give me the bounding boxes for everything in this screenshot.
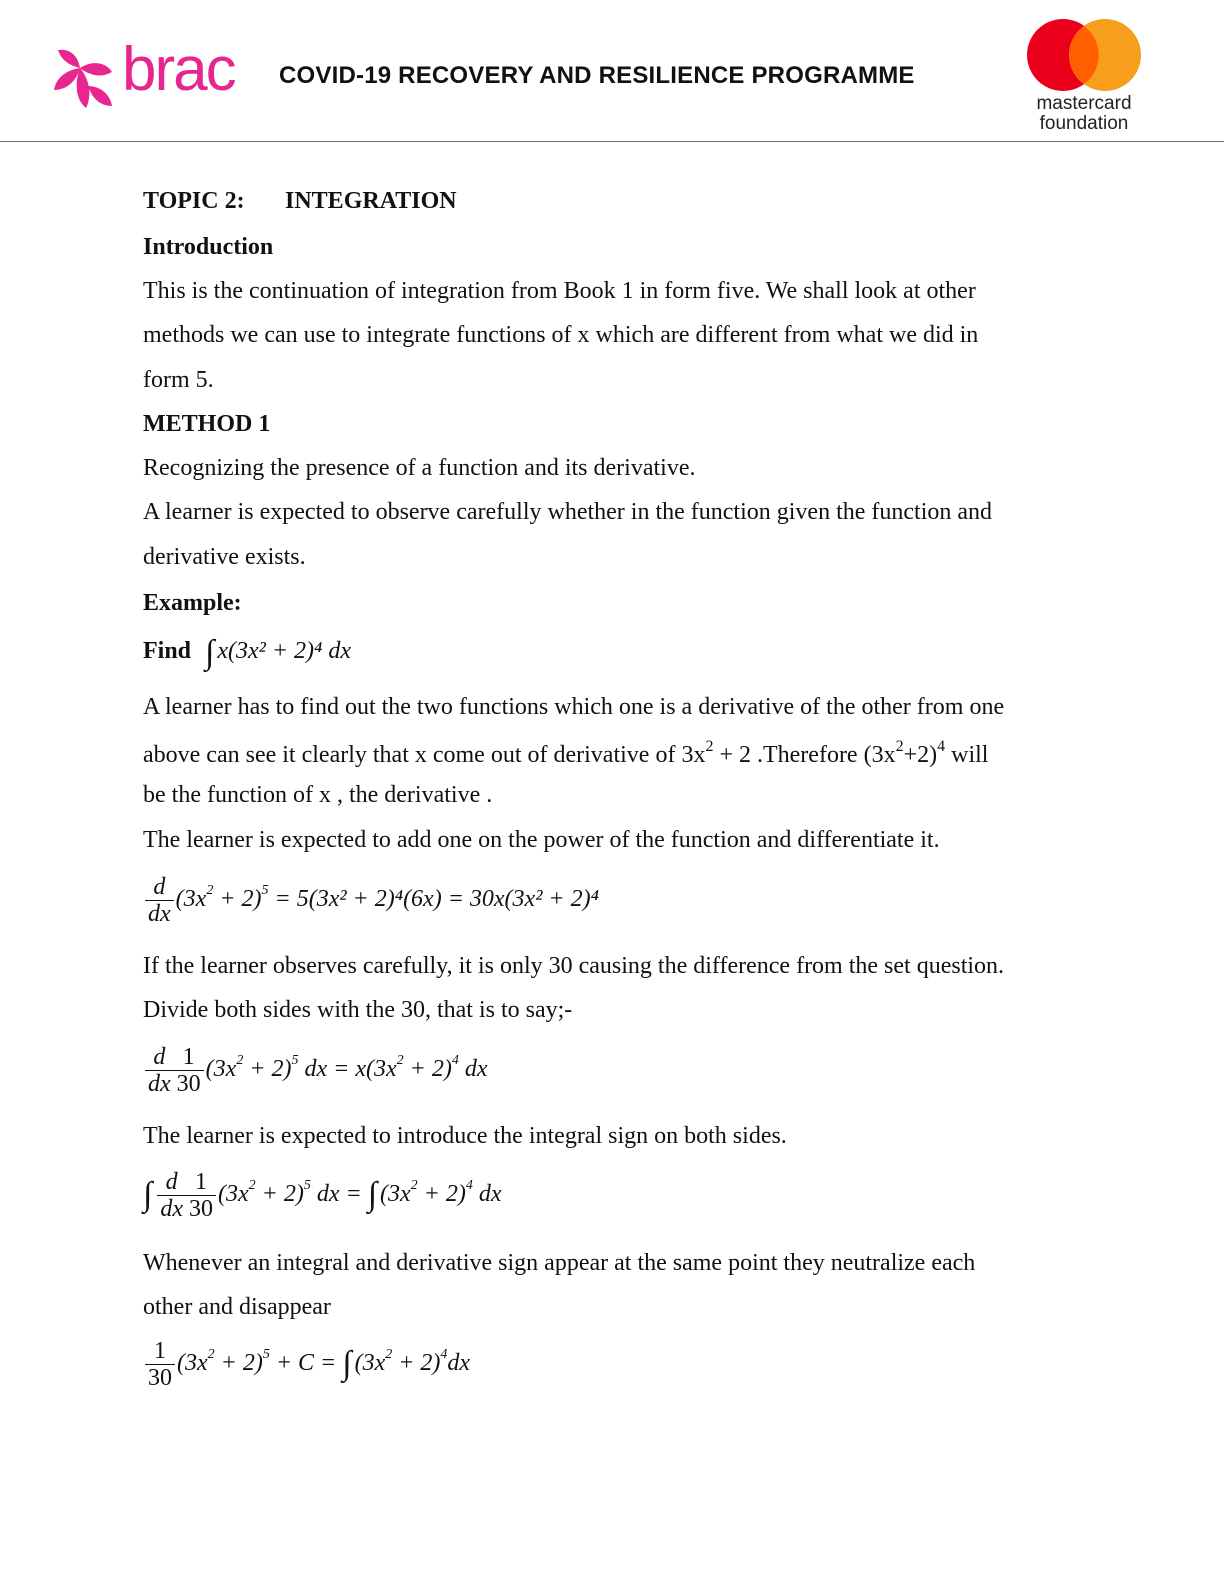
example-line: If the learner observes carefully, it is only 30 causing the difference from the set question. xyxy=(143,953,1005,979)
mastercard-circles-icon xyxy=(1026,18,1142,94)
mastercard-foundation-logo xyxy=(1026,18,1156,138)
brac-wordmark: brac xyxy=(122,35,235,104)
example-heading: Example: xyxy=(143,590,242,616)
method-subtitle: Recognizing the presence of a function and its derivative. xyxy=(143,455,696,481)
method-line: derivative exists. xyxy=(143,544,306,570)
foundation-text: foundation xyxy=(1039,113,1129,134)
equation-derivative: $\frac{d}{dx}$ $(3x^2 + 2)^5 = 5(3x^2 + 2)^4(6x) = 30x(3x^2 + 2)^4$ xyxy=(143,874,599,927)
header-divider xyxy=(0,141,1224,142)
integral-sign: ∫ xyxy=(205,634,215,671)
find-integrand: x(3x² + 2)⁴ dx xyxy=(217,638,352,664)
example-line: The learner is expected to add one on the power of the function and differentiate it. xyxy=(143,827,940,853)
equation-divided: $\frac{d}{dx}$ $\frac{1}{30}$ $(3x^2 + 2)^5$ dx = $x(3x^2 + 2)^4$ dx xyxy=(143,1044,488,1097)
intro-heading: Introduction xyxy=(143,234,274,260)
find-expression xyxy=(143,634,351,672)
example-line: Divide both sides with the 30, that is to say;- xyxy=(143,997,573,1023)
program-title: COVID-19 RECOVERY AND RESILIENCE PROGRAMME xyxy=(279,62,915,89)
page-header xyxy=(0,0,1224,145)
method-line: A learner is expected to observe carefully whether in the function given the function and xyxy=(143,499,993,525)
equation-integral: ∫ $\frac{d}{dx}$ $\frac{1}{30}$ $(3x^2 + 2)^5$ dx = ∫ $(3x^2 + 2)^4$ dx xyxy=(143,1169,502,1222)
example-line: A learner has to find out the two functions which one is a derivative of the other from one xyxy=(143,694,1005,720)
find-label: Find xyxy=(143,638,192,664)
brac-logo xyxy=(52,35,252,114)
fraction-d-dx: $\frac{d}{dx}$ xyxy=(145,874,174,927)
method-heading: METHOD 1 xyxy=(143,411,271,437)
topic-label: TOPIC 2: xyxy=(143,188,245,214)
example-line: Whenever an integral and derivative sign appear at the same point they neutralize each xyxy=(143,1250,976,1276)
mastercard-text: mastercard xyxy=(1036,93,1132,114)
example-line: The learner is expected to introduce the integral sign on both sides. xyxy=(143,1123,787,1149)
example-line: above can see it clearly that x come out of derivative of $3x^2 + 2$ .Therefore $(3x^2+2)^4$ will xyxy=(143,738,989,768)
equation-rhs: = 5(3x² + 2)⁴(6x) = 30x(3x² + 2)⁴ xyxy=(274,886,599,913)
intro-line: methods we can use to integrate functions of x which are different from what we did in xyxy=(143,322,979,348)
example-line: be the function of x , the derivative . xyxy=(143,782,493,808)
brac-pinwheel-icon xyxy=(52,46,116,112)
intro-line: This is the continuation of integration from Book 1 in form five. We shall look at other xyxy=(143,278,976,304)
mastercard-foundation-text xyxy=(1026,94,1142,134)
topic-name: INTEGRATION xyxy=(285,188,457,214)
equation-result: $\frac{1}{30}$ $(3x^2 + 2)^5 + C$ = ∫ $(3x^2 + 2)^4dx$ xyxy=(143,1338,470,1391)
example-line: other and disappear xyxy=(143,1294,331,1320)
intro-line: form 5. xyxy=(143,367,214,393)
